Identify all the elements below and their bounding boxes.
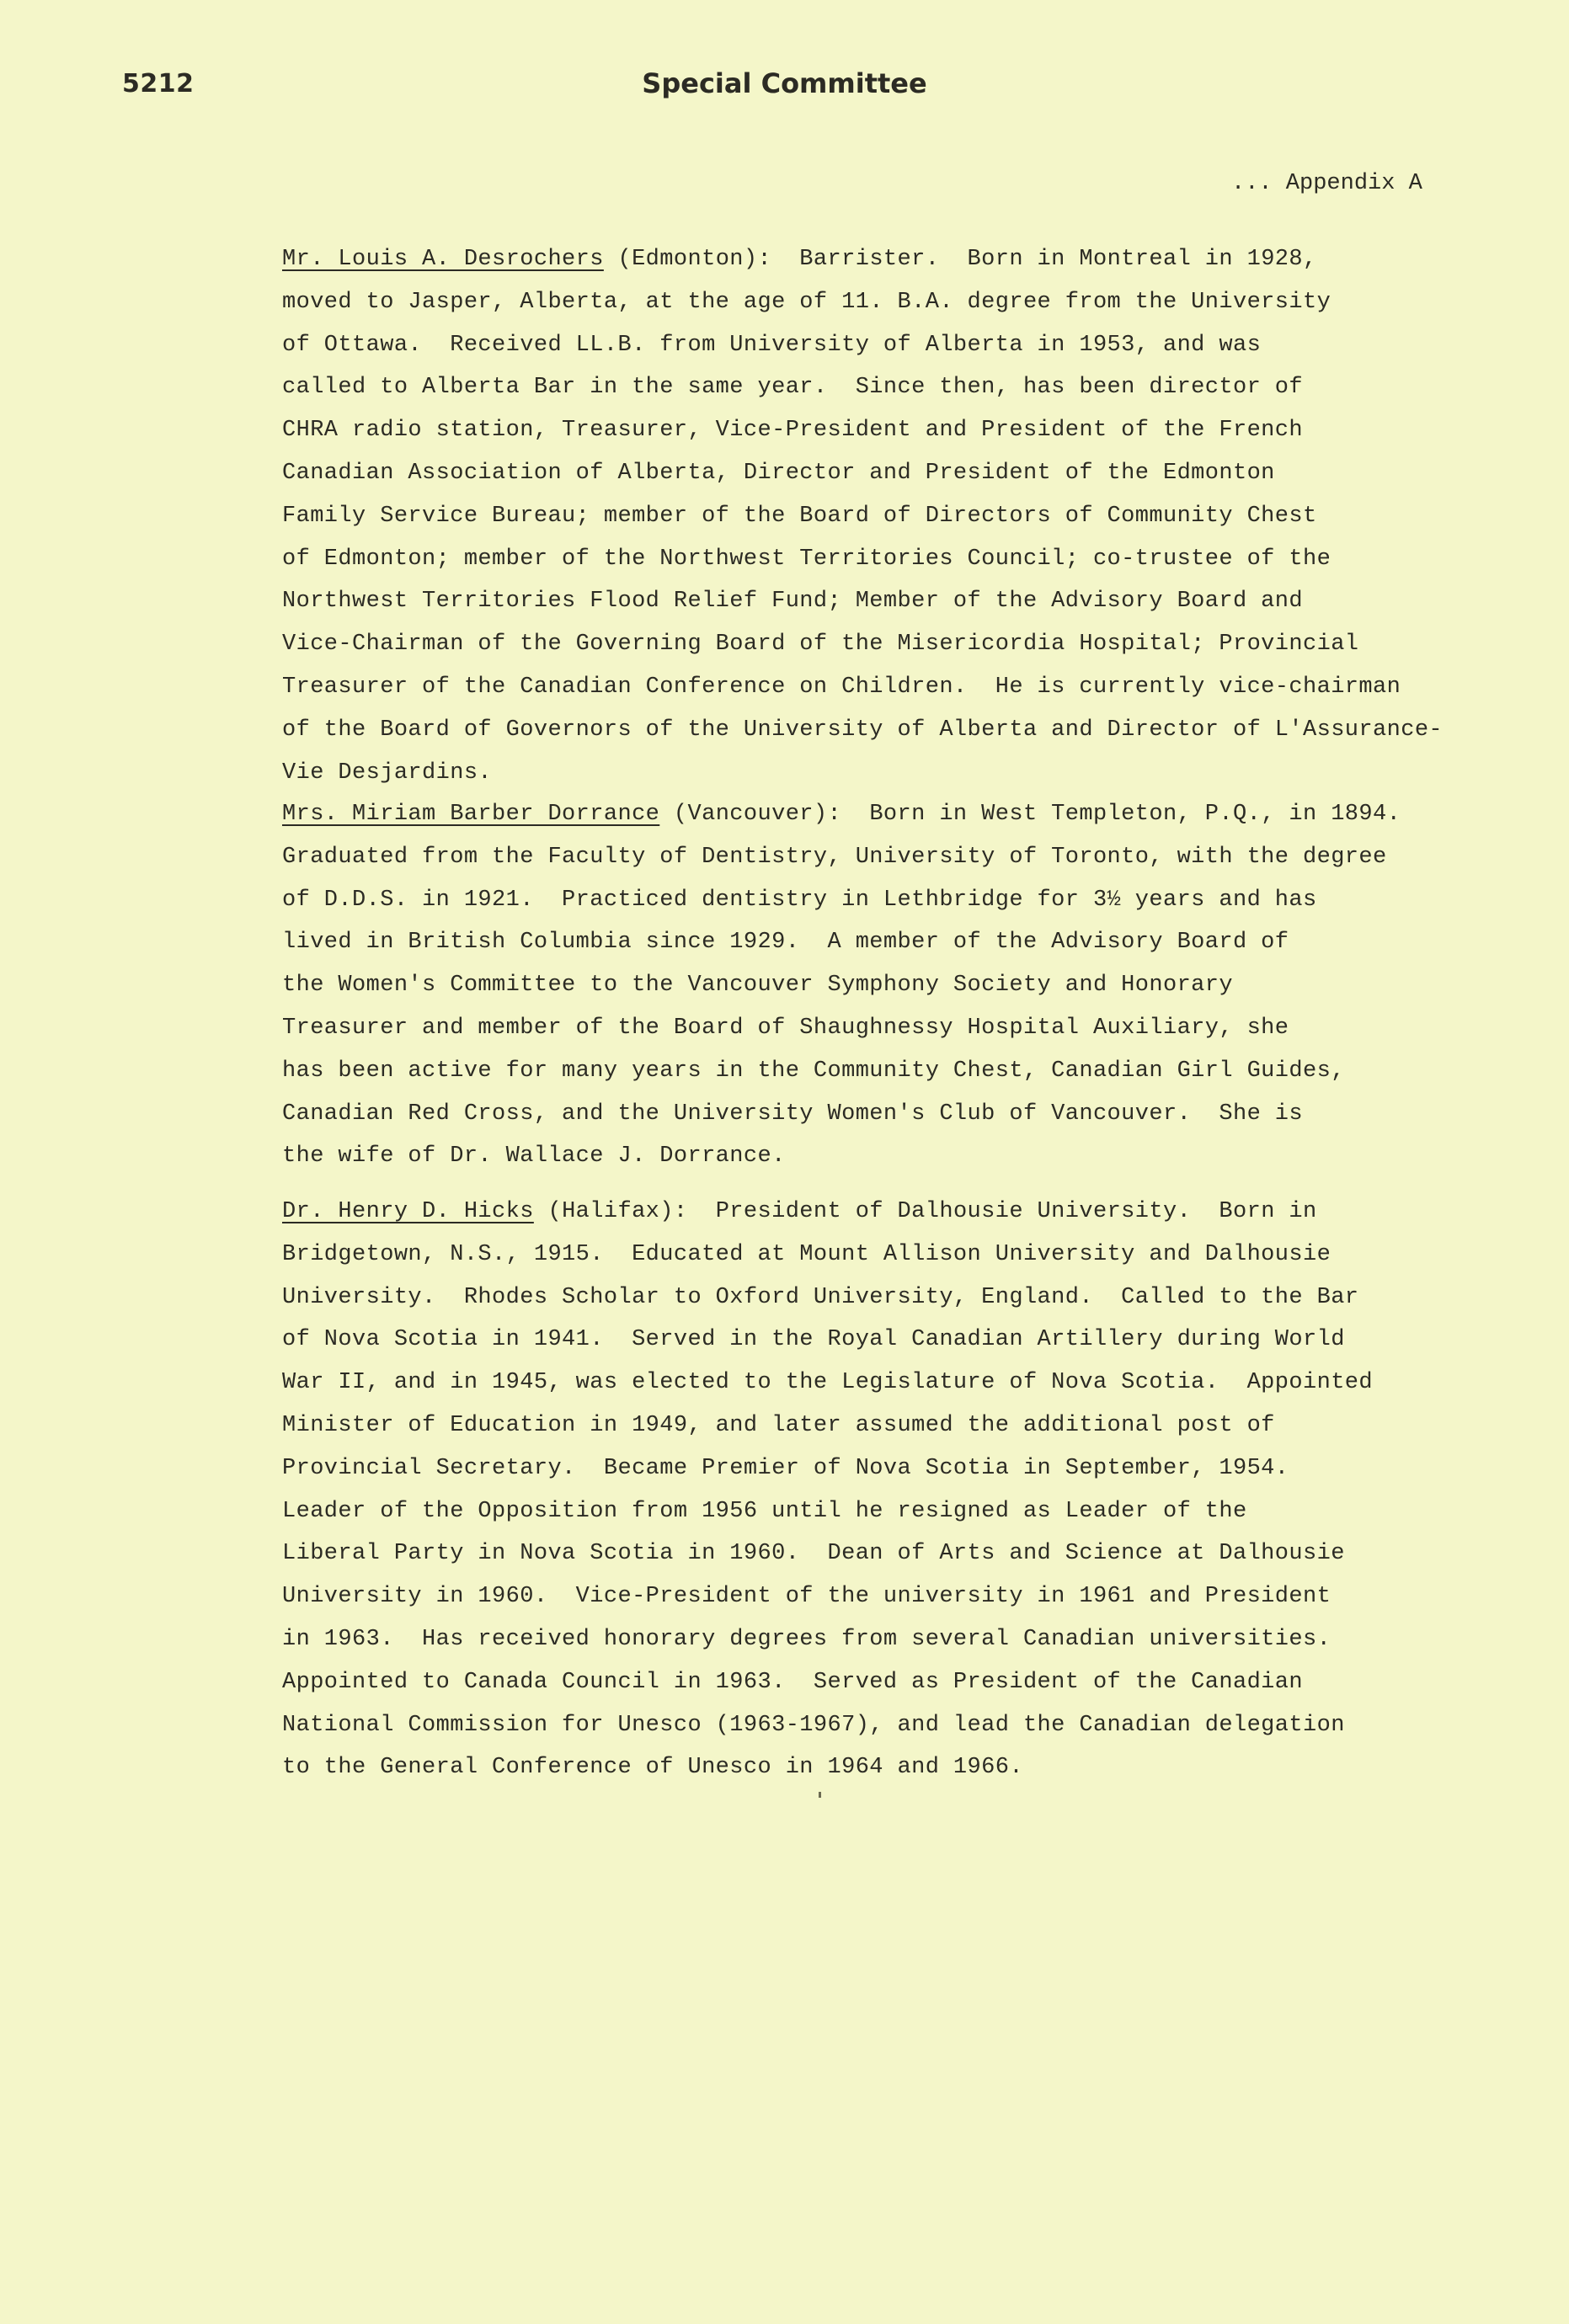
entry-line: of Ottawa. Received LL.B. from University of Alberta in 1953, and was	[282, 332, 1262, 358]
entry-line: Treasurer and member of the Board of Shaughnessy Hospital Auxiliary, she	[282, 1015, 1289, 1041]
entry-text: (Vancouver): Born in West Templeton, P.Q., in 1894.	[659, 802, 1401, 827]
entry-line: called to Alberta Bar in the same year. Since then, has been director of	[282, 375, 1303, 401]
entry-line: Graduated from the Faculty of Dentistry, University of Toronto, with the degree	[282, 844, 1387, 870]
entry-line: of Nova Scotia in 1941. Served in the Royal Canadian Artillery during World	[282, 1327, 1345, 1353]
stray-ink-mark	[819, 1792, 821, 1798]
entry-line: Vice-Chairman of the Governing Board of the Misericordia Hospital; Provincial	[282, 632, 1359, 658]
entry-line: Family Service Bureau; member of the Board of Directors of Community Chest	[282, 503, 1317, 529]
entry-line: Leader of the Opposition from 1956 until he resigned as Leader of the	[282, 1498, 1247, 1524]
entry-line: Canadian Association of Alberta, Director and President of the Edmonton	[282, 460, 1275, 486]
person-name: Mr. Louis A. Desrochers	[282, 247, 604, 272]
entry-line: to the General Conference of Unesco in 1964 and 1966.	[282, 1755, 1023, 1781]
entry-line: University. Rhodes Scholar to Oxford University, England. Called to the Bar	[282, 1284, 1359, 1310]
entry-line: University in 1960. Vice-President of the university in 1961 and President	[282, 1584, 1332, 1610]
entry-text: (Edmonton): Barrister. Born in Montreal in 1928,	[603, 247, 1317, 272]
entry-line: Vie Desjardins.	[282, 760, 493, 786]
biography-entry	[282, 1191, 1461, 1789]
entry-line: CHRA radio station, Treasurer, Vice-President and President of the French	[282, 418, 1303, 444]
entry-line: of Edmonton; member of the Northwest Territories Council; co-trustee of the	[282, 546, 1332, 572]
entry-line: War II, and in 1945, was elected to the Legislature of Nova Scotia. Appointed	[282, 1370, 1374, 1396]
entry-line: of D.D.S. in 1921. Practiced dentistry in Lethbridge for 3½ years and has	[282, 887, 1317, 913]
entry-line: Bridgetown, N.S., 1915. Educated at Mount Allison University and Dalhousie	[282, 1241, 1332, 1267]
appendix-reference: ... Appendix A	[1231, 171, 1422, 196]
entry-line: National Commission for Unesco (1963-1967), and lead the Canadian delegation	[282, 1712, 1345, 1738]
entry-line: Liberal Party in Nova Scotia in 1960. Dean of Arts and Science at Dalhousie	[282, 1541, 1345, 1567]
entry-first-line	[282, 238, 1461, 281]
running-head-title: Special Committee	[642, 67, 927, 99]
entry-line: lived in British Columbia since 1929. A member of the Advisory Board of	[282, 930, 1289, 956]
biography-entry	[282, 793, 1461, 1178]
entry-line: Treasurer of the Canadian Conference on Children. He is currently vice-chairman	[282, 674, 1401, 700]
entry-line: has been active for many years in the Community Chest, Canadian Girl Guides,	[282, 1058, 1345, 1084]
entry-line: the Women's Committee to the Vancouver Symphony Society and Honorary	[282, 973, 1233, 999]
entry-line: moved to Jasper, Alberta, at the age of 11. B.A. degree from the University	[282, 289, 1332, 315]
entry-line: Canadian Red Cross, and the University Women's Club of Vancouver. She is	[282, 1101, 1303, 1127]
entry-line: Appointed to Canada Council in 1963. Served as President of the Canadian	[282, 1669, 1303, 1695]
entry-first-line	[282, 793, 1461, 836]
entry-text: (Halifax): President of Dalhousie University. Born in	[533, 1199, 1317, 1224]
entry-line: of the Board of Governors of the University of Alberta and Director of L'Assurance-	[282, 717, 1444, 743]
entry-line: Provincial Secretary. Became Premier of Nova Scotia in September, 1954.	[282, 1455, 1289, 1481]
entry-line: the wife of Dr. Wallace J. Dorrance.	[282, 1143, 786, 1170]
person-name: Dr. Henry D. Hicks	[282, 1199, 534, 1224]
biography-entry	[282, 238, 1461, 794]
entry-line: Northwest Territories Flood Relief Fund; Member of the Advisory Board and	[282, 589, 1303, 615]
person-name: Mrs. Miriam Barber Dorrance	[282, 802, 660, 827]
entry-line: Minister of Education in 1949, and later assumed the additional post of	[282, 1412, 1275, 1438]
page-number: 5212	[122, 69, 195, 99]
entry-first-line	[282, 1191, 1461, 1234]
entry-line: in 1963. Has received honorary degrees from several Canadian universities.	[282, 1626, 1332, 1652]
